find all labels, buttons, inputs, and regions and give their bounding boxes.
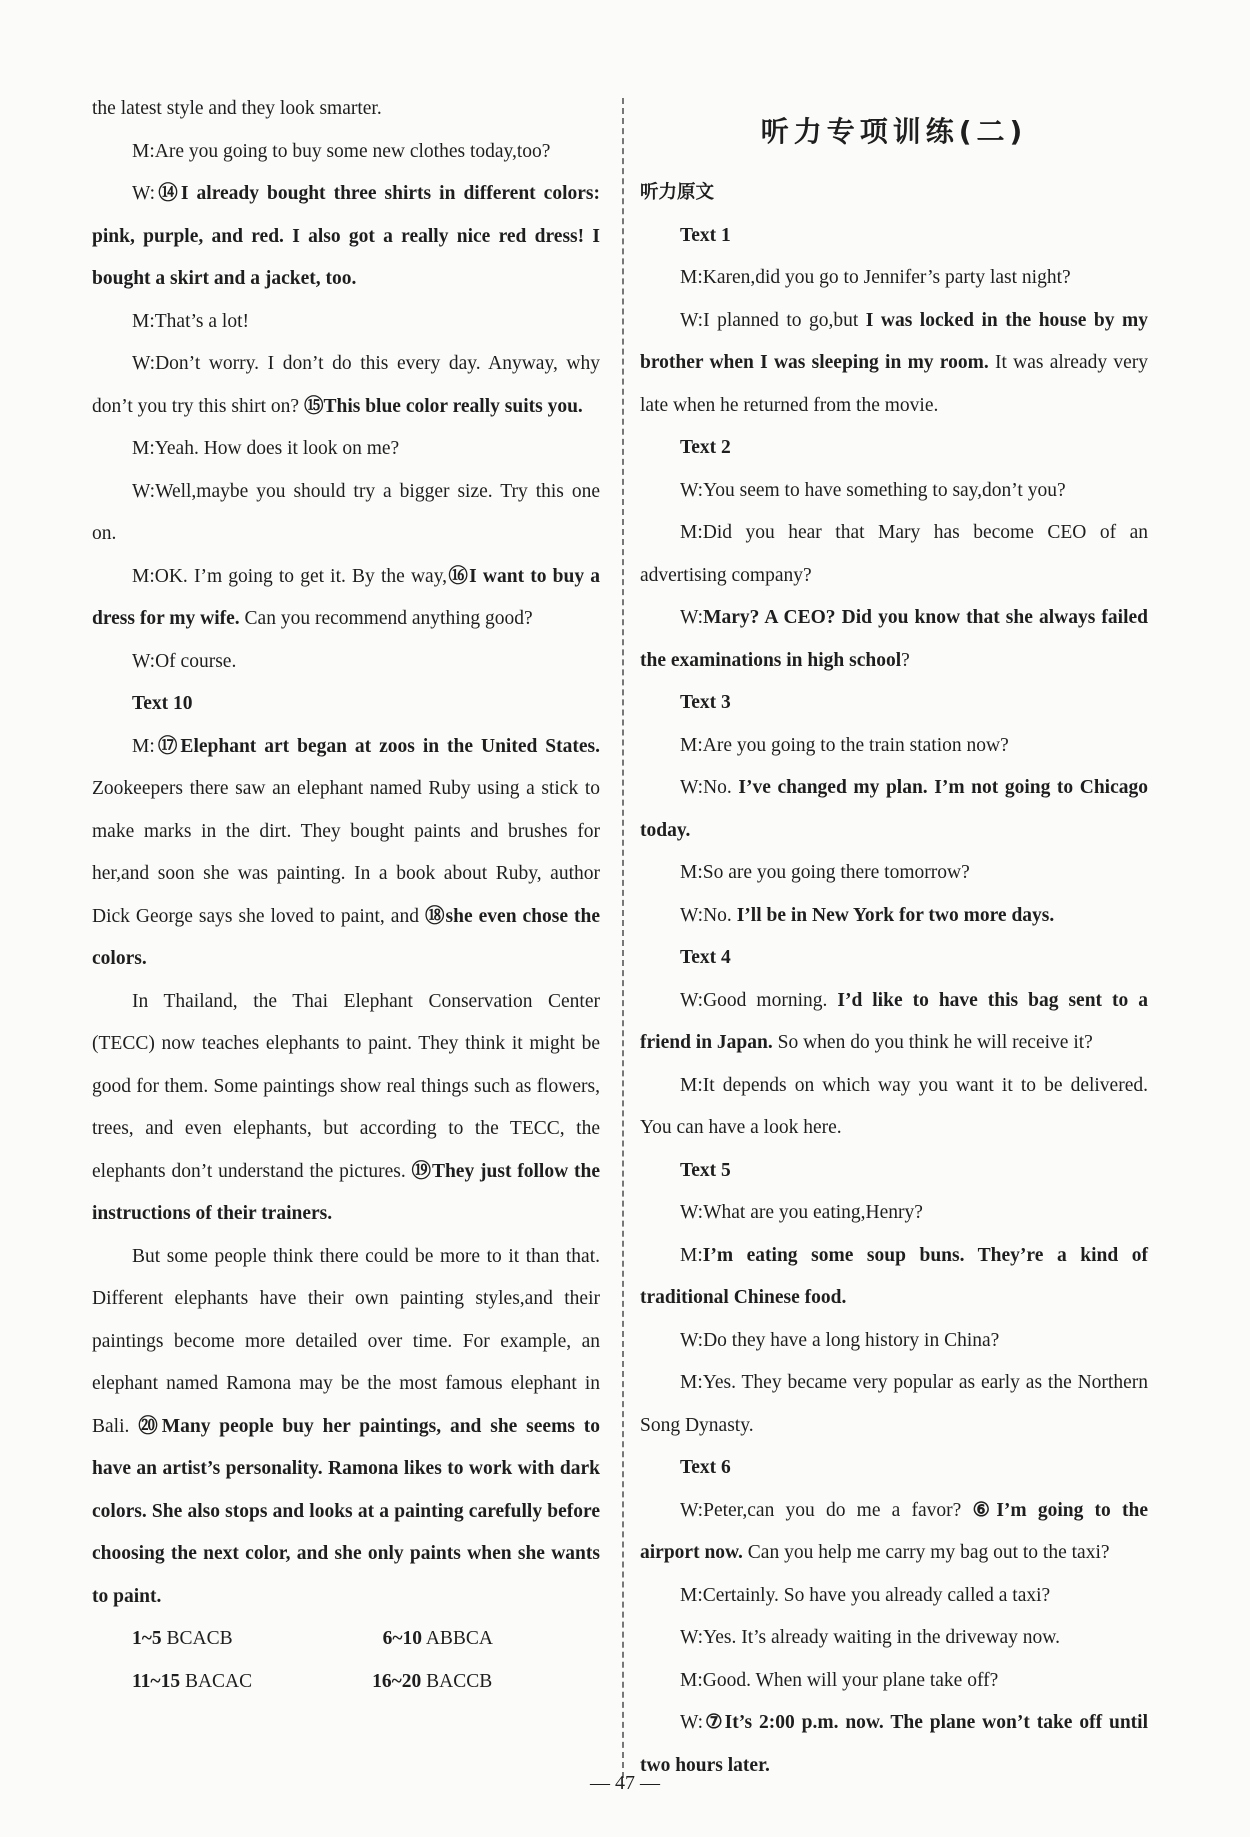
paragraph: [640, 1235, 1148, 1320]
key-sentence: ⑲They just follow the instructions of their trainers.: [92, 1160, 600, 1224]
section-subtitle: 听力原文: [640, 182, 715, 203]
paragraph: [640, 1362, 1148, 1447]
text-heading: [640, 427, 1148, 470]
paragraph: [640, 1617, 1148, 1660]
paragraph: [92, 88, 600, 131]
text-segment: W:: [680, 607, 704, 628]
key-sentence: ⑥I’m going to the airport now.: [640, 1499, 1148, 1563]
paragraph: [92, 173, 600, 301]
text-segment: M:: [132, 735, 155, 757]
left-column: [92, 88, 600, 1703]
paragraph: [640, 597, 1148, 682]
text-segment: M:OK. I’m going to get it. By the way,: [132, 565, 448, 587]
text-heading: [640, 1150, 1148, 1193]
paragraph: [640, 767, 1148, 852]
text-segment: W:No.: [680, 777, 739, 798]
text-segment: Text 6: [680, 1457, 731, 1478]
text-segment: Text 10: [132, 693, 193, 714]
key-sentence: ⑭I already bought three shirts in different colors: pink, purple, and red. I also got a really nice red dress! I bought a skirt and a jacket, too.: [92, 183, 600, 289]
text-segment: W:What are you eating,Henry?: [680, 1202, 923, 1223]
text-heading: [640, 215, 1148, 258]
paragraph: [640, 1320, 1148, 1363]
key-sentence: I was locked in the house by my brother when I was sleeping in my room.: [640, 309, 1148, 373]
text-segment: It was already very late when he returned from the movie.: [640, 352, 1148, 416]
text-segment: M:Karen,did you go to Jennifer’s party last night?: [680, 267, 1071, 288]
section-title: 听力专项训练(二): [760, 115, 1028, 148]
key-sentence: ⑳Many people buy her paintings, and she seems to have an artist’s personality. Ramona likes to work with dark colors. She also stops and looks at a painting carefully before choosing the next color, and she only paints when she wants to paint.: [92, 1415, 601, 1607]
text-segment: W:Yes. It’s already waiting in the driveway now.: [680, 1627, 1060, 1648]
paragraph: [92, 726, 600, 981]
key-sentence: ⑮This blue color really suits you.: [303, 395, 583, 417]
text-segment: M:That’s a lot!: [132, 310, 249, 332]
text-segment: Text 3: [680, 692, 731, 713]
paragraph: [640, 470, 1148, 513]
text-segment: W:Do they have a long history in China?: [680, 1329, 1000, 1351]
paragraph: [640, 1660, 1148, 1703]
text-segment: W:: [680, 1712, 704, 1733]
key-sentence: I’d like to have this bag sent to a friend in Japan.: [640, 989, 1148, 1053]
text-segment: W:Of course.: [132, 650, 237, 672]
paragraph: [92, 1236, 600, 1619]
text-segment: M:Certainly. So have you already called a taxi?: [680, 1584, 1051, 1606]
text-segment: M:Are you going to the train station now?: [680, 734, 1009, 756]
text-heading: [92, 683, 600, 726]
text-segment: W:Good morning.: [680, 989, 838, 1011]
text-segment: Can you recommend anything good?: [239, 608, 533, 629]
paragraph: [640, 512, 1148, 597]
key-sentence: ⑰Elephant art began at zoos in the United States.: [154, 735, 600, 757]
text-segment: Text 4: [680, 947, 731, 968]
key-sentence: I’ve changed my plan. I’m not going to Chicago today.: [640, 777, 1148, 841]
text-segment: M:: [680, 1244, 703, 1266]
text-segment: But some people think there could be more to it than that. Different elephants have their own painting styles,and their paintings become more detailed over time. For example, an elephant named Ramona may be the most famous elephant in Bali.: [92, 1245, 600, 1437]
column-divider: [622, 98, 624, 1778]
answer-range: 11~15: [132, 1670, 181, 1692]
text-segment: Text 1: [680, 224, 731, 246]
text-segment: Can you help me carry my bag out to the taxi?: [742, 1542, 1110, 1563]
text-segment: M:Did you hear that Mary has become CEO of an advertising company?: [640, 522, 1148, 586]
answer-row: [92, 1661, 600, 1704]
answer-value: BACAC: [184, 1670, 253, 1692]
paragraph: [92, 471, 600, 556]
paragraph: [92, 981, 600, 1236]
answer-value: BACCB: [426, 1670, 493, 1692]
paragraph: [92, 131, 600, 174]
text-heading: [640, 682, 1148, 725]
text-segment: M:Good. When will your plane take off?: [680, 1669, 999, 1691]
paragraph: [640, 980, 1148, 1065]
text-segment: Text 2: [680, 437, 731, 458]
text-segment: the latest style and they look smarter.: [92, 98, 382, 119]
paragraph: [92, 301, 600, 344]
paragraph: [92, 641, 600, 684]
paragraph: [640, 1575, 1148, 1618]
text-segment: M:It depends on which way you want it to be delivered. You can have a look here.: [640, 1074, 1148, 1138]
transcript-body: [640, 215, 1148, 1788]
text-segment: W:Don’t worry. I don’t do this every day. Anyway, why don’t you try this shirt on?: [92, 353, 600, 417]
paragraph: [640, 1065, 1148, 1150]
paragraph: [640, 1490, 1148, 1575]
paragraph: [92, 343, 600, 428]
text-segment: Zookeepers there saw an elephant named Ruby using a stick to make marks in the dirt. They bought paints and brushes for her,and soon she was painting. In a book about Ruby, author Dick George says she loved to paint, and: [92, 778, 600, 927]
answer-range: 1~5: [132, 1628, 162, 1649]
text-segment: W:: [132, 183, 156, 204]
key-sentence: ⑦It’s 2:00 p.m. now. The plane won’t take off until two hours later.: [640, 1712, 1148, 1776]
text-segment: Text 5: [680, 1159, 731, 1181]
key-sentence: Mary? A CEO? Did you know that she always failed the examinations in high school: [640, 607, 1148, 671]
paragraph: [92, 428, 600, 471]
page-number: — 47 —: [590, 1772, 660, 1794]
text-segment: W:You seem to have something to say,don’t you?: [680, 479, 1066, 501]
text-segment: W:I planned to go,but: [680, 309, 866, 331]
right-column: [640, 88, 1148, 1787]
key-sentence: ⑯I want to buy a dress for my wife.: [92, 565, 600, 629]
text-segment: ?: [901, 649, 910, 671]
text-segment: In Thailand, the Thai Elephant Conservation Center (TECC) now teaches elephants to paint. They think it might be good for them. Some paintings show real things such as flowers, trees, and even elephants, but according to the TECC, the elephants don’t understand the pictures.: [92, 990, 600, 1182]
paragraph: [640, 895, 1148, 938]
answer-range: 16~20: [372, 1670, 422, 1692]
text-segment: W:Well,maybe you should try a bigger size. Try this one on.: [92, 480, 600, 544]
paragraph: [640, 257, 1148, 300]
text-segment: M:Are you going to buy some new clothes today,too?: [132, 140, 551, 162]
key-sentence: I’ll be in New York for two more days.: [736, 904, 1055, 926]
answer-range: 6~10: [382, 1628, 423, 1649]
answer-value: ABBCA: [425, 1628, 494, 1649]
paragraph: [640, 852, 1148, 895]
paragraph: [92, 556, 600, 641]
paragraph: [640, 1192, 1148, 1235]
paragraph: [640, 300, 1148, 428]
key-sentence: ⑱she even chose the colors.: [92, 905, 600, 969]
text-heading: [640, 937, 1148, 980]
text-segment: W:No.: [680, 904, 737, 926]
text-segment: M:Yeah. How does it look on me?: [132, 438, 400, 459]
text-segment: W:Peter,can you do me a favor?: [680, 1499, 973, 1521]
answer-row: [92, 1618, 600, 1661]
paragraph: [640, 725, 1148, 768]
text-segment: M:Yes. They became very popular as early as the Northern Song Dynasty.: [640, 1372, 1148, 1436]
text-segment: So when do you think he will receive it?: [772, 1032, 1093, 1053]
answer-value: BCACB: [166, 1628, 233, 1649]
text-segment: M:So are you going there tomorrow?: [680, 862, 970, 883]
key-sentence: I’m eating some soup buns. They’re a kind of traditional Chinese food.: [640, 1244, 1148, 1308]
text-heading: [640, 1447, 1148, 1490]
